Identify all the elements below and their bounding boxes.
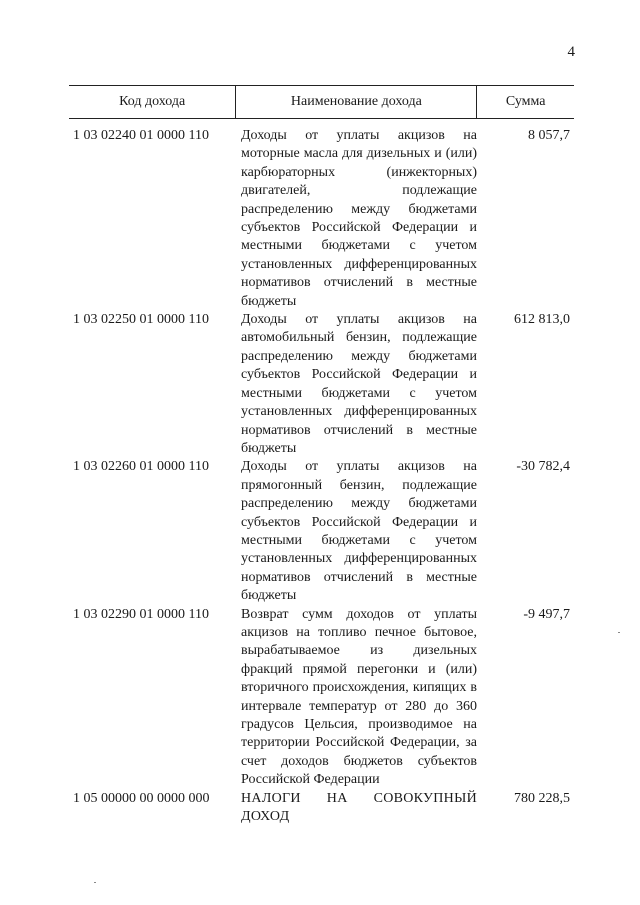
row-name: Доходы от уплаты акцизов на моторные масла для дизельных и (или) карбюраторных (инжекторных) двигателей, подлежащие распределению между бюджетами субъектов Российской Федерации и местными бюджетами с учетом установленных дифференцированных нормативов отчислений в местные бюджеты (241, 128, 477, 309)
row-sum: 612 813,0 (514, 312, 570, 328)
table-header (69, 85, 574, 119)
row-code: 1 03 02240 01 0000 110 (73, 128, 209, 143)
scan-speck (618, 632, 620, 633)
row-name: Доходы от уплаты акцизов на прямогонный бензин, подлежащие распределению между бюджетами субъектов Российской Федерации и местными бюджетами с учетом установленных дифференцированных нормативов отчислений в местные бюджеты (241, 459, 477, 604)
row-code: 1 03 02290 01 0000 110 (73, 606, 209, 622)
row-code: 1 03 02250 01 0000 110 (73, 312, 209, 328)
row-name: Доходы от уплаты акцизов на автомобильный бензин, подлежащие распределению между бюджетами субъектов Российской Федерации и местными бюджетами с учетом установленных дифференцированных нормативов отчислений в местные бюджеты (241, 312, 477, 456)
row-sum: 8 057,7 (528, 128, 570, 143)
table-body (69, 119, 574, 826)
page-number: 4 (567, 44, 575, 60)
row-name: НАЛОГИ НА СОВОКУПНЫЙ ДОХОД (241, 790, 477, 825)
row-sum: -30 782,4 (516, 459, 570, 475)
revenue-table (69, 85, 574, 826)
row-sum: 780 228,5 (514, 790, 570, 806)
row-code: 1 05 00000 00 0000 000 (73, 790, 210, 806)
row-name: Возврат сумм доходов от уплаты акцизов на топливо печное бытовое, вырабатываемое из дизельных фракций прямой перегонки и (или) вторичного происхождения, кипящих в интервале температур от 280 до 360 градусов Цельсия, производимое на территории Российской Федерации, за счет доходов бюджетов субъектов Российской Федерации (241, 606, 477, 788)
header-name: Наименование дохода (235, 86, 476, 118)
header-sum: Сумма (476, 86, 574, 118)
row-code: 1 03 02260 01 0000 110 (73, 459, 209, 475)
header-code: Код дохода (119, 94, 186, 109)
row-sum: -9 497,7 (523, 606, 570, 622)
scan-speck (94, 882, 96, 883)
table-row (69, 458, 574, 605)
table-row (69, 790, 574, 827)
table-row (69, 127, 574, 311)
table-row (69, 606, 574, 790)
table-row (69, 311, 574, 458)
